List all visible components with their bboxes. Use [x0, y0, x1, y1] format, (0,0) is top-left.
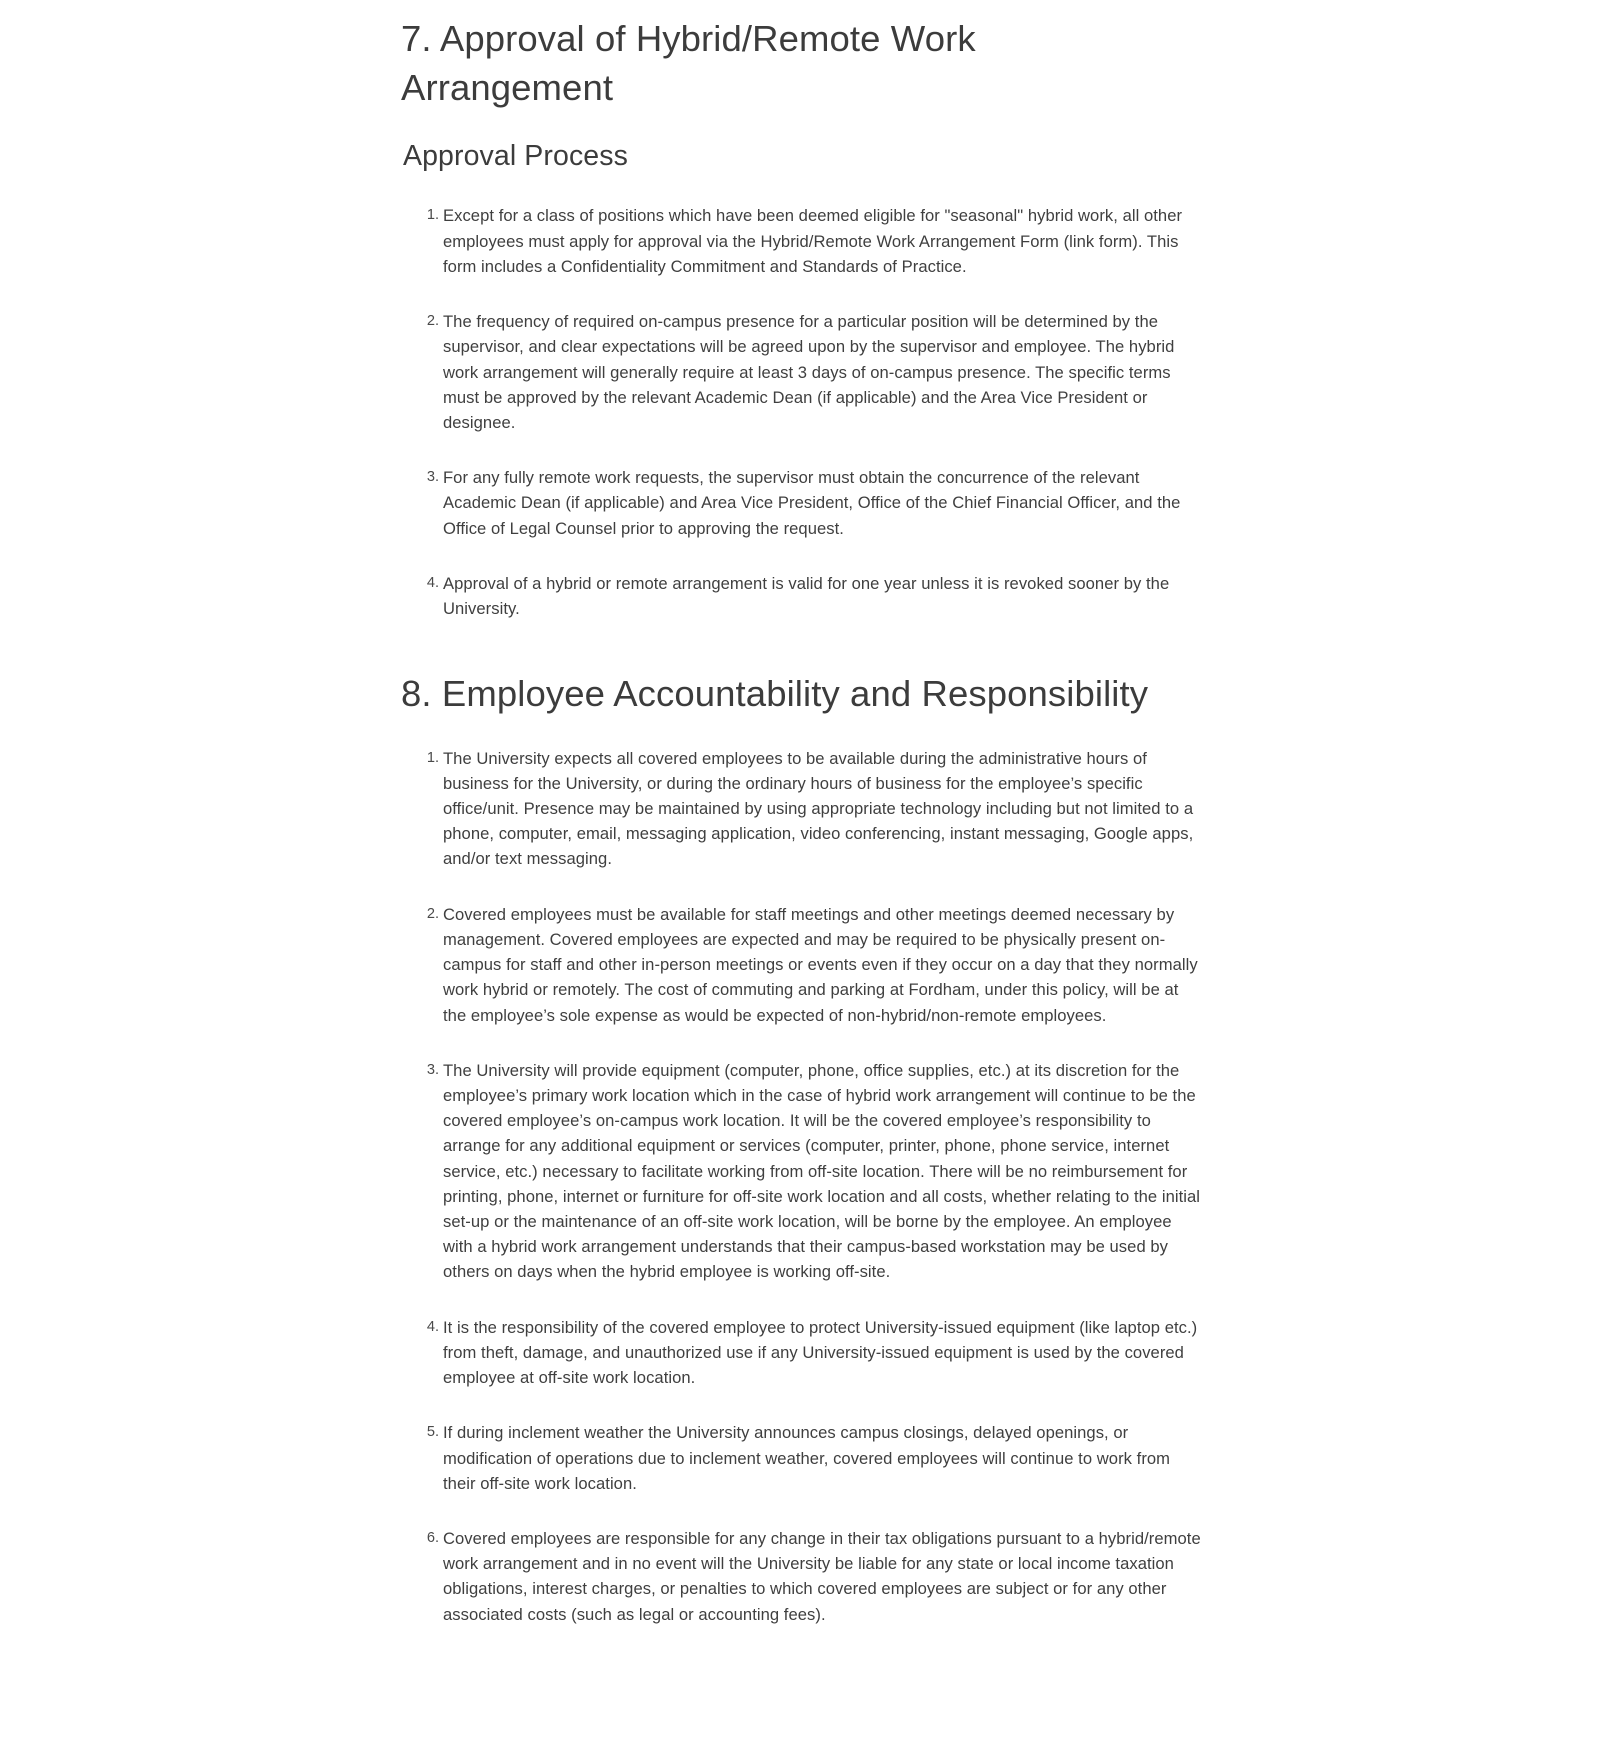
list-item: The University expects all covered employees to be available during the administrative hours of business for the University, or during the ordinary hours of business for the employee’s specific office/unit. Presence may be maintained by using appropriate technology including but not limited to a phone, computer, email, messaging application, video conferencing, instant messaging, Google apps, and/or text messaging. — [443, 748, 1194, 869]
section-7-heading: 7. Approval of Hybrid/Remote Work Arrangement — [401, 18, 976, 109]
list-item: If during inclement weather the University announces campus closings, delayed openings, or modification of operations due to inclement weather, covered employees will continue to work from their off-site work location. — [443, 1423, 1171, 1493]
list-item: Except for a class of positions which have been deemed eligible for "seasonal" hybrid work, all other employees must apply for approval via the Hybrid/Remote Work Arrangement Form (link form). This form includes a Confidentiality Commitment and Standards of Practice. — [443, 206, 1183, 276]
list-item: Covered employees must be available for staff meetings and other meetings deemed necessary by management. Covered employees are expected and may be required to be physically present on-campus for staff and other in-person meetings or events even if they occur on a day that they normally work hybrid or remotely. The cost of commuting and parking at Fordham, under this policy, will be at the employee’s sole expense as would be expected of non-hybrid/non-remote employees. — [443, 904, 1198, 1025]
list-item: Covered employees are responsible for any change in their tax obligations pursuant to a hybrid/remote work arrangement and in no event will the University be liable for any state or local income taxation obligations, interest charges, or penalties to which covered employees are subject or for any other associated costs (such as legal or accounting fees). — [443, 1529, 1201, 1624]
list-item: Approval of a hybrid or remote arrangement is valid for one year unless it is revoked sooner by the University. — [443, 573, 1170, 619]
section-7-list — [401, 203, 1201, 621]
section-7 — [401, 14, 1201, 621]
section-8 — [401, 669, 1201, 1627]
page-bottom-spacer — [401, 1627, 1201, 1667]
section-8-list — [401, 746, 1201, 1627]
policy-content — [401, 0, 1201, 1667]
section-8-heading: 8. Employee Accountability and Responsibility — [401, 673, 1149, 715]
list-item: The frequency of required on-campus presence for a particular position will be determined by the supervisor, and clear expectations will be agreed upon by the supervisor and employee. The hybrid work arrangement will generally require at least 3 days of on-campus presence. The specific terms must be approved by the relevant Academic Dean (if applicable) and the Area Vice President or designee. — [443, 312, 1175, 432]
section-7-subheading: Approval Process — [403, 139, 628, 172]
list-item: It is the responsibility of the covered employee to protect University-issued equipment (like laptop etc.) from theft, damage, and unauthorized use if any University-issued equipment is used by the covered employee at off-site work location. — [443, 1317, 1198, 1388]
list-item: The University will provide equipment (computer, phone, office supplies, etc.) at its discretion for the employee’s primary work location which in the case of hybrid work arrangement will continue to be the covered employee’s on-campus work location. It will be the covered employee’s responsibility to arrange for any additional equipment or services (computer, printer, phone, phone service, internet service, etc.) necessary to facilitate working from off-site location. There will be no reimbursement for printing, phone, internet or furniture for off-site work location and all costs, whether relating to the initial set-up or the maintenance of an off-site work location, will be borne by the employee. An employee with a hybrid work arrangement understands that their campus-based workstation may be used by others on days when the hybrid employee is working off-site. — [443, 1060, 1201, 1282]
list-item: For any fully remote work requests, the supervisor must obtain the concurrence of the relevant Academic Dean (if applicable) and Area Vice President, Office of the Chief Financial Officer, and the Office of Legal Counsel prior to approving the request. — [443, 468, 1181, 538]
